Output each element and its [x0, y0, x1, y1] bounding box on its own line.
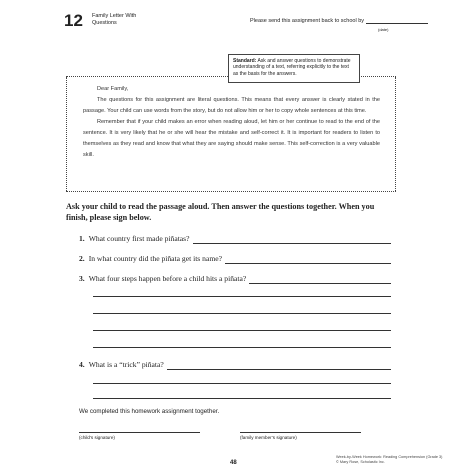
question-3 — [79, 274, 391, 284]
child-signature-line[interactable] — [79, 432, 200, 433]
completed-statement: We completed this homework assignment together. — [79, 408, 220, 415]
answer-line[interactable] — [193, 236, 392, 244]
credit-line — [336, 455, 442, 465]
instructions: Ask your child to read the passage aloud. Then answer the questions together. When you finish, please sign below. — [66, 202, 375, 222]
answer-line[interactable] — [167, 362, 391, 370]
letter-greeting: Dear Family, — [97, 86, 129, 92]
send-back-instruction — [250, 18, 428, 24]
family-letter — [83, 84, 380, 161]
question-2 — [79, 254, 391, 264]
family-signature-line[interactable] — [240, 432, 361, 433]
answer-line[interactable] — [93, 347, 391, 348]
question-number: 4. — [79, 360, 85, 369]
question-text: What is a “trick” piñata? — [88, 360, 164, 369]
page-number: 48 — [230, 460, 237, 466]
lesson-number: 12 — [64, 11, 83, 30]
question-1 — [79, 234, 391, 244]
question-number: 2. — [79, 254, 85, 263]
date-field-line[interactable] — [366, 23, 428, 24]
letter-box-right-border — [395, 77, 396, 191]
question-text: In what country did the piñata get its name? — [88, 254, 222, 263]
answer-line[interactable] — [93, 296, 391, 297]
letter-paragraph: Remember that if your child makes an error when reading aloud, let him or her continue to read to the end of the sentence. It is very likely that he or she will hear the mistake and self-correct it. It is important for readers to listen to themselves as they read and know that what they are saying should make sense. This self-correction is a very valuable skill. — [83, 119, 380, 158]
question-text: What four steps happen before a child hits a piñata? — [88, 274, 247, 283]
answer-line[interactable] — [93, 330, 391, 331]
letter-paragraph: The questions for this assignment are literal questions. This means that every answer is clearly stated in the passage. Your child can use words from the story, but do not allow him or her to copy whole sentences at this time. — [83, 97, 380, 114]
family-signature-label: (family member’s signature) — [240, 435, 297, 440]
answer-line[interactable] — [93, 398, 391, 399]
credit-line-1: Week-by-Week Homework: Reading Comprehension (Grade 3) — [336, 455, 443, 459]
answer-line[interactable] — [225, 256, 391, 264]
question-number: 1. — [79, 234, 85, 243]
question-number: 3. — [79, 274, 85, 283]
credit-line-2: © Mary Rose, Scholastic Inc. — [336, 460, 385, 464]
send-back-text: Please send this assignment back to school by — [250, 18, 365, 24]
standard-box — [228, 54, 360, 83]
answer-line[interactable] — [249, 276, 391, 284]
standard-text: Ask and answer questions to demonstrate understanding of a text, referring explicitly to the text as the basis for the answers. — [233, 58, 351, 77]
date-label: (date) — [378, 27, 389, 32]
answer-line[interactable] — [93, 383, 391, 384]
standard-label: Standard: — [233, 58, 257, 64]
lesson-title: Family Letter With Questions — [92, 13, 137, 26]
answer-line[interactable] — [93, 313, 391, 314]
letter-box-left-border — [66, 77, 67, 191]
question-text: What country first made piñatas? — [88, 234, 190, 243]
child-signature-label: (child’s signature) — [79, 435, 115, 440]
question-4 — [79, 360, 391, 370]
